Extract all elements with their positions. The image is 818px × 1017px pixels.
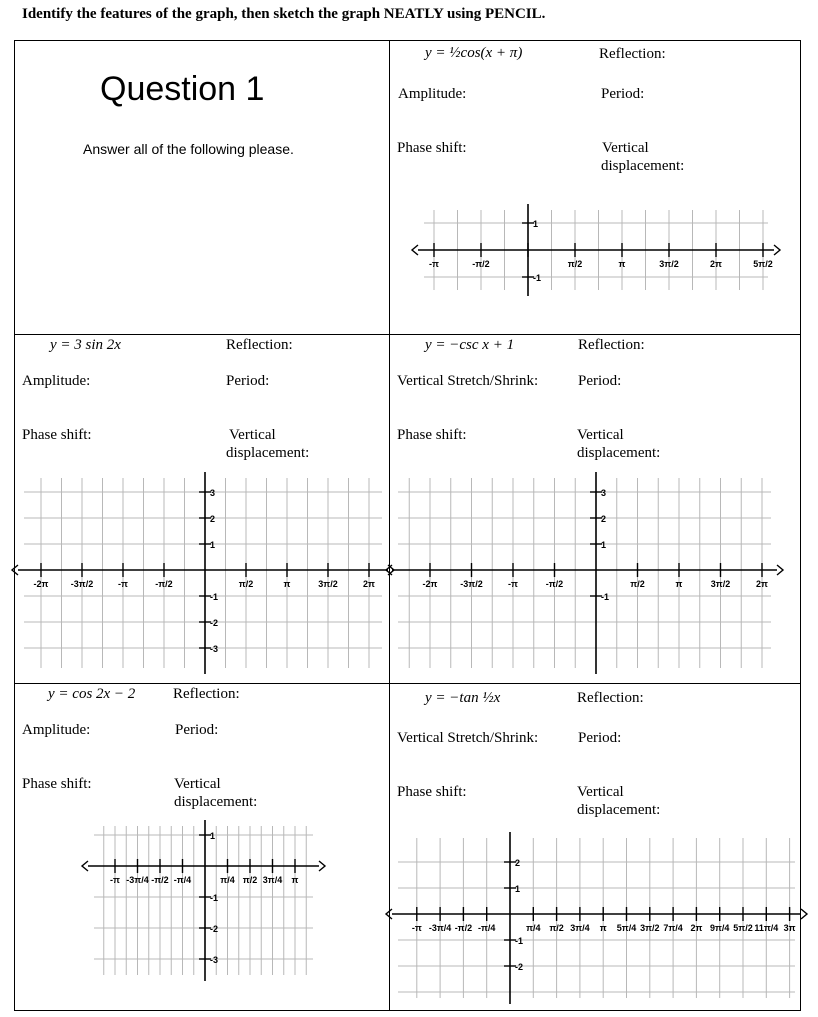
x-tick-label: 7π/4 [663,923,683,933]
y-tick-label: 3 [601,488,607,498]
x-tick-label: -π/2 [472,259,490,269]
x-tick-label: 5π/2 [753,259,773,269]
x-tick-label: 9π/4 [709,923,730,933]
question-subtitle: Answer all of the following please. [83,141,294,157]
displacement-label-1: displacement: [601,158,685,174]
y-tick-label: 1 [601,540,607,550]
reflection-label-3: Reflection: [578,337,645,353]
x-tick-label: 3π/2 [659,259,679,269]
x-tick-label: -π/4 [477,923,496,933]
x-tick-label: 11π/4 [754,923,779,933]
x-tick-label: π/2 [238,579,254,589]
amplitude-label-1: Amplitude: [398,86,467,102]
y-tick-label: 2 [601,514,607,524]
phase-shift-label-3: Phase shift: [397,427,467,443]
x-tick-label: 3π/2 [710,579,731,589]
y-tick-label: 1 [533,219,539,229]
equation-5: y = −tan ½x [425,690,501,706]
x-tick-label: 2π [690,923,703,933]
x-tick-label: 3π [783,923,796,933]
y-tick-label: -3 [210,644,219,654]
question-title: Question 1 [100,70,265,108]
y-tick-label: -1 [515,936,524,946]
equation-1: y = ½cos(x + π) [425,45,523,61]
x-tick-label: π/2 [567,259,583,269]
y-tick-label: 1 [515,884,521,894]
displacement-label-5: displacement: [577,802,661,818]
y-tick-label: -2 [210,924,219,934]
y-tick-label: -3 [210,955,219,965]
x-tick-label: -π [118,579,128,589]
x-tick-label: π [283,579,291,589]
period-label-2: Period: [226,373,270,389]
y-tick-label: 3 [210,488,216,498]
x-tick-label: -π/2 [151,875,169,885]
equation-3: y = −csc x + 1 [425,337,515,353]
x-tick-label: π/4 [220,875,235,885]
x-tick-label: -π/4 [173,875,192,885]
x-tick-label: -π/2 [155,579,173,589]
x-tick-label: π/2 [630,579,645,589]
x-tick-label: 3π/4 [570,923,590,933]
vertical-label-1: Vertical [602,140,649,156]
x-tick-label: π [618,259,626,269]
x-tick-label: -3π/4 [126,875,149,885]
displacement-label-3: displacement: [577,445,661,461]
period-label-3: Period: [578,373,622,389]
y-tick-label: -1 [210,592,219,602]
x-tick-label: π/2 [549,923,564,933]
phase-shift-label-2: Phase shift: [22,427,92,443]
x-tick-label: -2π [33,579,49,589]
x-tick-label: π [291,875,299,885]
y-tick-label: -2 [210,618,219,628]
period-label-5: Period: [578,730,622,746]
x-tick-label: -π [508,579,518,589]
x-tick-label: -π/2 [545,579,564,589]
phase-shift-label-5: Phase shift: [397,784,467,800]
x-tick-label: π/2 [242,875,258,885]
x-tick-label: 2π [756,579,768,589]
x-tick-label: 3π/2 [318,579,338,589]
amplitude-label-4: Amplitude: [22,722,91,738]
x-tick-label: π [675,579,683,589]
x-tick-label: -3π/2 [460,579,483,589]
x-tick-label: 5π/2 [733,923,753,933]
x-tick-label: -π/2 [454,923,473,933]
y-tick-label: -1 [210,893,219,903]
x-tick-label: 3π/2 [640,923,660,933]
vertical-label-5: Vertical [577,784,624,800]
y-tick-label: -1 [601,592,610,602]
y-tick-label: 2 [515,858,521,868]
vertical-label-4: Vertical [174,776,221,792]
x-tick-label: 3π/4 [262,875,283,885]
phase-shift-label-4: Phase shift: [22,776,92,792]
stretch-label-3: Vertical Stretch/Shrink: [397,373,539,389]
reflection-label-4: Reflection: [173,686,240,702]
x-tick-label: π/4 [526,923,541,933]
amplitude-label-2: Amplitude: [22,373,91,389]
x-tick-label: π [599,923,607,933]
x-tick-label: -π [411,923,422,933]
y-tick-label: 1 [210,831,216,841]
x-tick-label: -2π [422,579,438,589]
period-label-4: Period: [175,722,219,738]
displacement-label-2: displacement: [226,445,310,461]
stretch-label-5: Vertical Stretch/Shrink: [397,730,539,746]
equation-2: y = 3 sin 2x [50,337,121,353]
instruction-heading: Identify the features of the graph, then sketch the graph NEATLY using PENCIL. [22,6,546,22]
x-tick-label: 2π [363,579,375,589]
x-tick-label: -3π/2 [70,579,94,589]
y-tick-label: -2 [515,962,524,972]
phase-shift-label-1: Phase shift: [397,140,467,156]
x-tick-label: 2π [710,259,722,269]
y-tick-label: -1 [533,273,542,283]
reflection-label-5: Reflection: [577,690,644,706]
vertical-label-2: Vertical [229,427,276,443]
displacement-label-4: displacement: [174,794,258,810]
x-tick-label: -π [429,259,439,269]
x-tick-label: -π [110,875,120,885]
y-tick-label: 2 [210,514,216,524]
reflection-label-1: Reflection: [599,46,666,62]
x-axis-arrow-left [386,909,392,919]
x-tick-label: -3π/4 [428,923,452,933]
vertical-label-3: Vertical [577,427,624,443]
x-axis-arrow-right [801,909,807,919]
equation-4: y = cos 2x − 2 [48,686,136,702]
x-tick-label: 5π/4 [616,923,637,933]
reflection-label-2: Reflection: [226,337,293,353]
period-label-1: Period: [601,86,645,102]
y-tick-label: 1 [210,540,216,550]
